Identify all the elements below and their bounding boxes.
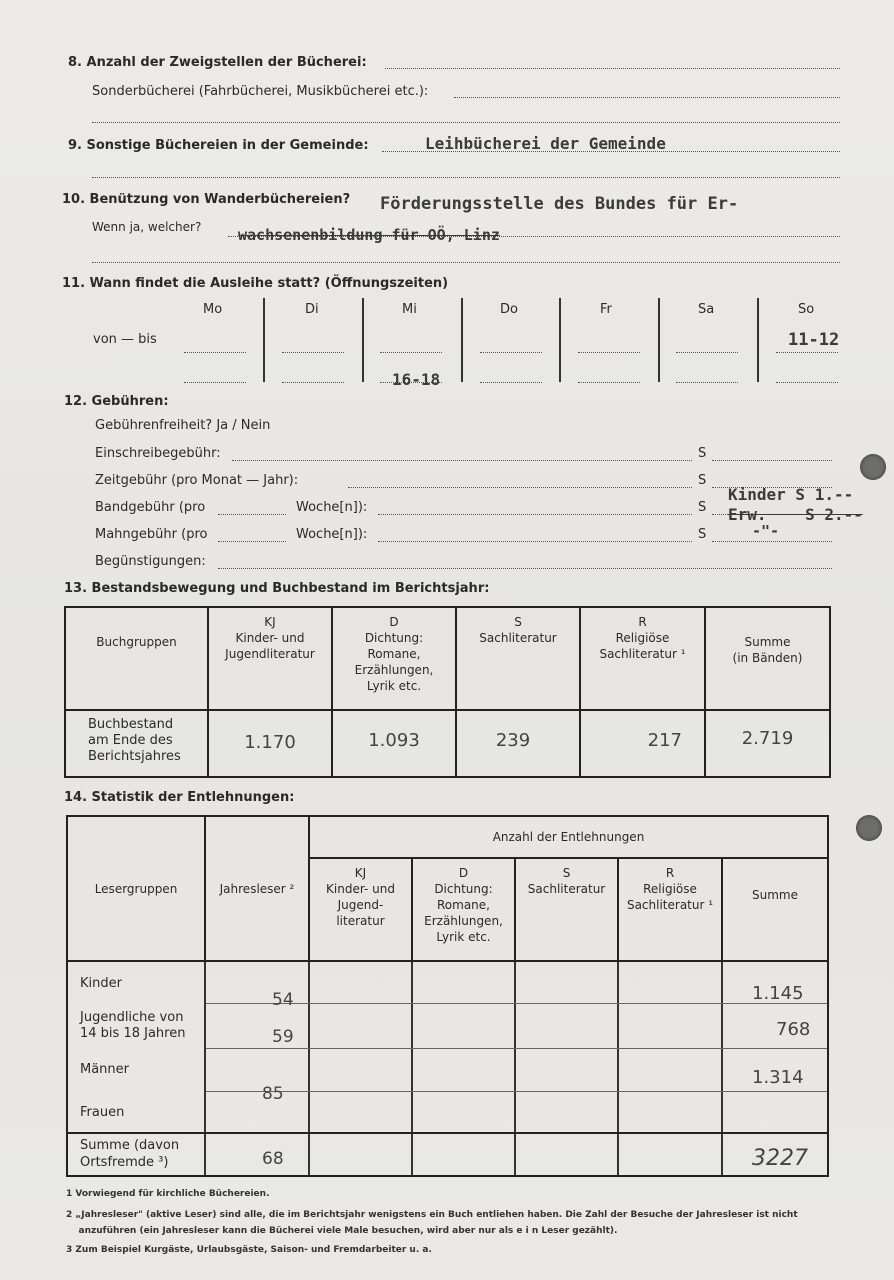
row-maenner: Männer [80,1062,130,1077]
day-sa: Sa [698,302,715,317]
jahres-jugendliche: 59 [272,1027,294,1047]
day-di: Di [305,302,319,317]
footnote-2a: 2 „Jahresleser" (aktive Leser) sind alle, die im Berichtsjahr wenigstens ein Buch entliehen haben. Die Zahl der Besuche der Jahresleser ist nicht [66,1210,798,1220]
sec10-value1: Förderungsstelle des Bundes für Er- [380,194,739,214]
jahres-kinder: 54 [272,990,294,1010]
summe-jugendliche: 768 [776,1019,811,1040]
row-jugendliche-2: 14 bis 18 Jahren [80,1026,186,1041]
sec10-sub: Wenn ja, welcher? [92,220,202,234]
form-page: 8. Anzahl der Zweigstellen der Bücherei: Sonderbücherei (Fahrbücherei, Musikbücherei etc.): 9. Sonstige Büchereien in der Gemeinde: Leihbücherei der Gemeinde 10. Benützung von Wanderbüchereien? Förderungsstelle des Bundes für Er- Wenn ja, welcher? wachsenenbildung für OÖ, Linz 11. Wann findet die Ausleihe statt? (Öffnungszeiten) Mo Di Mi Do Fr Sa So von — bis 11-12 16-18 12. Gebühren: Gebührenfreiheit? Ja / Nein Einschreibegebühr: S Zeitgebühr (pro Monat — Jahr): S Bandgebühr (pro Woche[n]): S Kinder S 1.-- Erw. S 2.-- Mahngebühr (pro Woche[n]): S -"- Begünstigungen: 13. Bestandsbewegung und Buchbestand im Berichtsjahr: Buchgruppen KJ Kinder- und Jugendliteratur D Dichtung: Romane, Erzählungen, Lyrik etc. S Sachliteratur R Religiöse Sachliteratur ¹ Summe (in Bänden) Buchbestand am Ende des Berichtsjahres 1.170 1.093 239 217 2.719 14. Statistik der Entlehnungen: Lesergruppen Jahresleser ² Anzahl der Entlehnungen KJ Kinder- und Jugend- literatur D Dichtung: Romane, Erzählungen, Lyrik etc. S Sachliteratur R Religiöse Sachliteratur ¹ Summe Kinder Jugendliche von 14 bis 18 Jahren Männer Frauen Summe (davon Ortsfremde ³) 54 59 85 68 1.145 768 1.314 3227 1 Vorwiegend für kirchliche Büchereien. 2 „Jahresleser" (aktive Leser) sind alle, die im Berichtsjahr wenigstens ein Buch entliehen haben. Die Zahl der Besuche der Jahresleser ist nicht anzuführen (ein Jahresleser kann die Bücherei viele Male besuchen, wird aber nur als e i n Leser gezählt). 3 Zum Beispiel Kurgäste, Urlaubsgäste, Saison- und Fremdarbeiter u. a. [0,0,894,1280]
sec10-extra-line[interactable] [92,262,840,263]
row-summe-1: Summe (davon [80,1138,180,1153]
row-frauen: Frauen [80,1105,125,1120]
sec11-title: 11. Wann findet die Ausleihe statt? (Öffnungszeiten) [62,276,449,291]
sec12-beg: Begünstigungen: [95,554,206,569]
jahres-maenner: 85 [262,1084,284,1104]
sec9-title: 9. Sonstige Büchereien in der Gemeinde: [68,138,369,153]
bestand-h-buch: Buchgruppen [66,608,209,711]
footnote-3: 3 Zum Beispiel Kurgäste, Urlaubsgäste, Saison- und Fremdarbeiter u. a. [66,1245,432,1255]
entl-h-anzahl: Anzahl der Entlehnungen [310,817,827,859]
bestand-h-r: R Religiöse Sachliteratur ¹ [581,608,706,711]
sec12-freiheit: Gebührenfreiheit? Ja / Nein [95,418,271,433]
row-jugendliche-1: Jugendliche von [80,1010,184,1025]
bestand-h-sum: Summe (in Bänden) [706,608,829,711]
sec10-value2: wachsenenbildung für OÖ, Linz [238,226,500,244]
sec12-einschreibe: Einschreibegebühr: [95,446,221,461]
entl-h-sum: Summe [723,859,827,962]
footnote-2b: anzuführen (ein Jahresleser kann die Bücherei viele Male besuchen, wird aber nur als e i n Leser gezählt). [66,1226,618,1236]
sec11-row-label: von — bis [93,332,157,347]
sec14-title: 14. Statistik der Entlehnungen: [64,790,295,805]
bestand-kj-value: 1.170 [209,711,333,776]
entl-h-s: S Sachliteratur [516,859,619,962]
sec8-extra-line[interactable] [92,122,840,123]
sec12-mahn-b: Woche[n]): [296,527,368,542]
so-time: 11-12 [788,330,840,350]
band-value-erw: Erw. S 2.-- [728,505,863,524]
entl-h-d: D Dichtung: Romane, Erzählungen, Lyrik etc. [413,859,516,962]
punch-hole-top [860,454,886,480]
sec12-title: 12. Gebühren: [64,394,169,409]
summe-total: 3227 [752,1146,808,1171]
bestand-s-value: 239 [457,711,581,776]
bestand-row-label: Buchbestand am Ende des Berichtsjahres [66,711,209,776]
punch-hole-bottom [856,815,882,841]
row-kinder: Kinder [80,976,122,991]
sec12-mahn-a: Mahngebühr (pro [95,527,208,542]
mi-time: 16-18 [392,370,441,389]
sec8-title: 8. Anzahl der Zweigstellen der Bücherei: [68,55,367,70]
day-so: So [798,302,815,317]
sec8-sub: Sonderbücherei (Fahrbücherei, Musikbücherei etc.): [92,84,429,99]
sec12-zeit: Zeitgebühr (pro Monat — Jahr): [95,473,299,488]
bestand-r-value: 217 [581,711,706,776]
row-summe-2: Ortsfremde ³) [80,1155,169,1170]
bestand-sum-value: 2.719 [741,728,794,749]
sec10-title: 10. Benützung von Wanderbüchereien? [62,192,351,207]
bestand-h-d: D Dichtung: Romane, Erzählungen, Lyrik etc. [333,608,457,711]
footnote-1: 1 Vorwiegend für kirchliche Büchereien. [66,1189,270,1199]
sec12-band-b: Woche[n]): [296,500,368,515]
entl-h-leser: Lesergruppen [68,817,206,962]
summe-kinder: 1.145 [752,983,804,1004]
mahn-value: -"- [752,522,780,540]
sec12-band-a: Bandgebühr (pro [95,500,206,515]
entl-h-jahres: Jahresleser ² [206,817,310,962]
jahres-summe: 68 [262,1149,284,1169]
summe-maenner: 1.314 [752,1067,804,1088]
sec9-value: Leihbücherei der Gemeinde [425,134,666,153]
entl-h-kj: KJ Kinder- und Jugend- literatur [310,859,413,962]
day-mi: Mi [402,302,417,317]
entl-h-r: R Religiöse Sachliteratur ¹ [619,859,723,962]
sec9-extra-line[interactable] [92,177,840,178]
bestand-d-value: 1.093 [333,711,457,776]
sec8-line[interactable] [385,68,840,69]
sec13-title: 13. Bestandsbewegung und Buchbestand im Berichtsjahr: [64,581,490,596]
bestand-h-kj: KJ Kinder- und Jugendliteratur [209,608,333,711]
sec8-sub-line[interactable] [454,97,840,98]
band-value-kinder: Kinder S 1.-- [728,485,854,504]
day-do: Do [500,302,518,317]
bestand-h-s: S Sachliteratur [457,608,581,711]
day-fr: Fr [600,302,612,317]
day-mo: Mo [203,302,223,317]
